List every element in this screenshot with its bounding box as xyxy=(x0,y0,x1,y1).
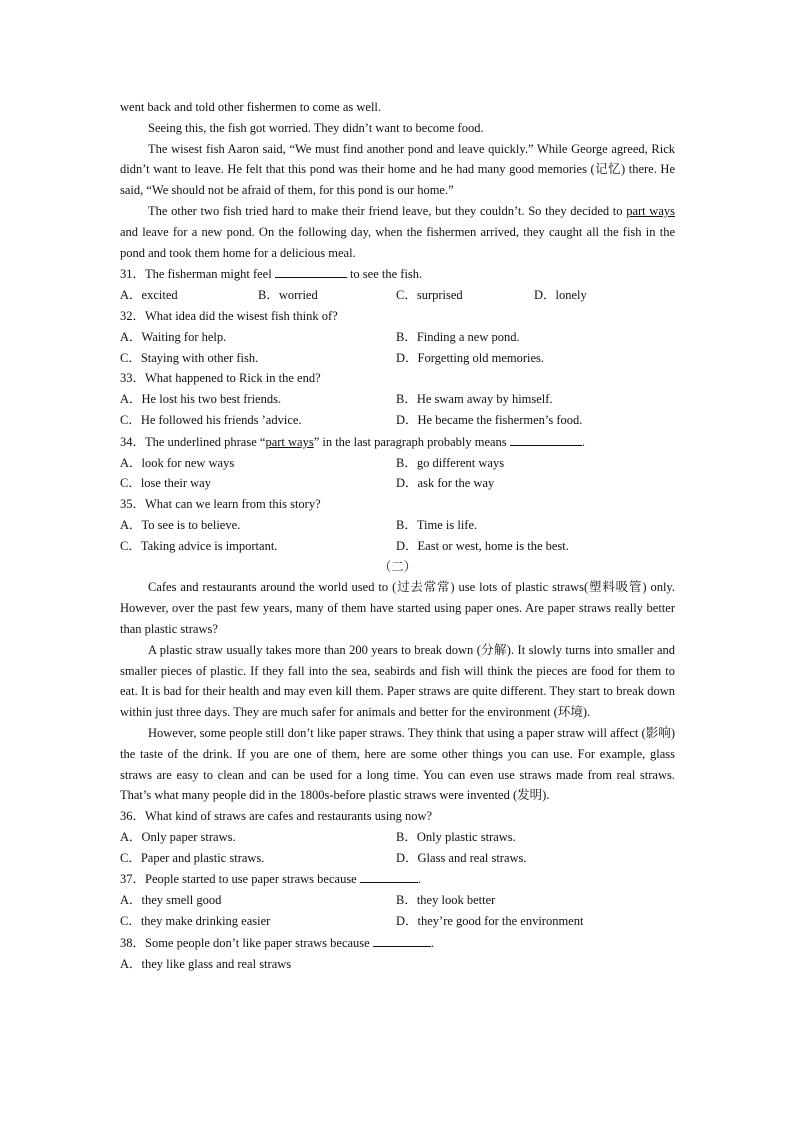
underlined-phrase: part ways xyxy=(265,434,314,449)
question-31-stem-end: to see the fish. xyxy=(346,267,423,282)
option-a: A．To see is to believe. xyxy=(120,517,241,532)
question-34-stem-start: 34．The underlined phrase “ xyxy=(120,434,266,449)
underlined-phrase: part ways xyxy=(626,203,675,218)
option-b: B．Only plastic straws. xyxy=(396,829,516,844)
story2-paragraph-1: Cafes and restaurants around the world used to (过去常常) use lots of plastic straws(塑料吸管) only. However, over the past few years, many of them have started using paper ones. Are paper straws really better than plastic straws? xyxy=(120,580,675,636)
option-c: C．Taking advice is important. xyxy=(120,538,278,553)
story1-paragraph-2: The wisest fish Aaron said, “We must find another pond and leave quickly.” While George agreed, Rick didn’t want to leave. He felt that this pond was their home and he had many good memories (记忆) there. He said, “We should not be afraid of them, for this pond is our home.” xyxy=(120,141,675,198)
story1-paragraph-1: Seeing this, the fish got worried. They didn’t want to become food. xyxy=(148,120,484,135)
question-37-options xyxy=(120,890,675,932)
question-33: 33．What happened to Rick in the end? xyxy=(120,371,321,386)
question-35-options xyxy=(120,515,675,557)
answer-blank xyxy=(360,868,418,883)
answer-blank xyxy=(275,263,347,278)
option-c: C．He followed his friends ’advice. xyxy=(120,412,302,427)
option-a: A．they smell good xyxy=(120,893,222,908)
question-38-options xyxy=(120,954,675,975)
answer-blank xyxy=(373,932,431,947)
option-b: B．He swam away by himself. xyxy=(396,392,553,407)
question-31-stem-start: 31．The fisherman might feel xyxy=(120,267,275,282)
option-d: D．East or west, home is the best. xyxy=(396,538,569,553)
answer-blank xyxy=(510,431,582,446)
question-31 xyxy=(120,263,675,285)
option-b: B．Finding a new pond. xyxy=(396,329,520,344)
option-d: D．ask for the way xyxy=(396,476,495,491)
question-36: 36．What kind of straws are cafes and restaurants using now? xyxy=(120,809,433,824)
question-33-options xyxy=(120,389,675,431)
option-c: C．lose their way xyxy=(120,476,211,491)
story2-paragraph-2: A plastic straw usually takes more than 200 years to break down (分解). It slowly turns into smaller and smaller pieces of plastic. If they fall into the sea, seabirds and fish will think the pieces are food for them to eat. It is bad for their health and may even kill them. Paper straws are quite different. They start to break down within just three days. They are much safer for animals and better for the environment (环境). xyxy=(120,642,675,720)
question-38 xyxy=(120,932,675,954)
question-37 xyxy=(120,868,675,890)
question-38-stem-start: 38．Some people don’t like paper straws because xyxy=(120,935,373,950)
option-a: A．He lost his two best friends. xyxy=(120,392,282,407)
question-34-options xyxy=(120,453,675,495)
question-35: 35．What can we learn from this story? xyxy=(120,497,321,512)
option-b: B．they look better xyxy=(396,893,496,908)
question-34-stem-middle: ” in the last paragraph probably means xyxy=(313,434,510,449)
story1-paragraph-3 xyxy=(120,201,675,263)
option-a: A．excited xyxy=(120,288,178,303)
option-d: D．He became the fishermen’s food. xyxy=(396,412,583,427)
option-a: A．Waiting for help. xyxy=(120,329,227,344)
option-d: D．they’re good for the environment xyxy=(396,914,584,929)
question-38-stem-end: . xyxy=(430,935,434,950)
story1-paragraph-0: went back and told other fishermen to come as well. xyxy=(120,100,382,114)
question-32: 32．What idea did the wisest fish think of? xyxy=(120,308,338,323)
story1-paragraph-3-end: and leave for a new pond. On the following day, when the fishermen arrived, they caught all the fish in the pond and took them home for a delicious meal. xyxy=(120,224,675,260)
option-d: D．Glass and real straws. xyxy=(396,850,527,865)
question-37-stem-start: 37．People started to use paper straws because xyxy=(120,872,360,887)
question-31-options xyxy=(120,285,675,306)
document-page xyxy=(120,97,675,974)
section-title: （二） xyxy=(378,559,417,574)
option-a: A．Only paper straws. xyxy=(120,829,236,844)
story1-paragraph-3-start: The other two fish tried hard to make their friend leave, but they couldn’t. So they decided to xyxy=(148,203,627,218)
question-34-stem-end: . xyxy=(581,434,585,449)
option-d: D．Forgetting old memories. xyxy=(396,350,545,365)
option-b: B．worried xyxy=(258,288,318,303)
question-37-stem-end: . xyxy=(417,872,421,887)
option-c: C．they make drinking easier xyxy=(120,914,271,929)
option-c: C．surprised xyxy=(396,288,463,303)
option-c: C．Paper and plastic straws. xyxy=(120,850,265,865)
option-b: B．go different ways xyxy=(396,455,505,470)
question-36-options xyxy=(120,827,675,869)
story2-paragraph-3: However, some people still don’t like paper straws. They think that using a paper straw will affect (影响) the taste of the drink. If you are one of them, here are some other things you can use. For example, glass straws are easy to clean and can be used for a long time. You can even use straws made from real straws. That’s what many people did in the 1800s-before plastic straws were invented (发明). xyxy=(120,725,675,803)
option-d: D．lonely xyxy=(534,288,587,303)
question-34 xyxy=(120,431,675,453)
question-32-options xyxy=(120,327,675,369)
option-b: B．Time is life. xyxy=(396,517,478,532)
option-a: A．look for new ways xyxy=(120,455,235,470)
option-c: C．Staying with other fish. xyxy=(120,350,259,365)
option-a: A．they like glass and real straws xyxy=(120,956,292,971)
